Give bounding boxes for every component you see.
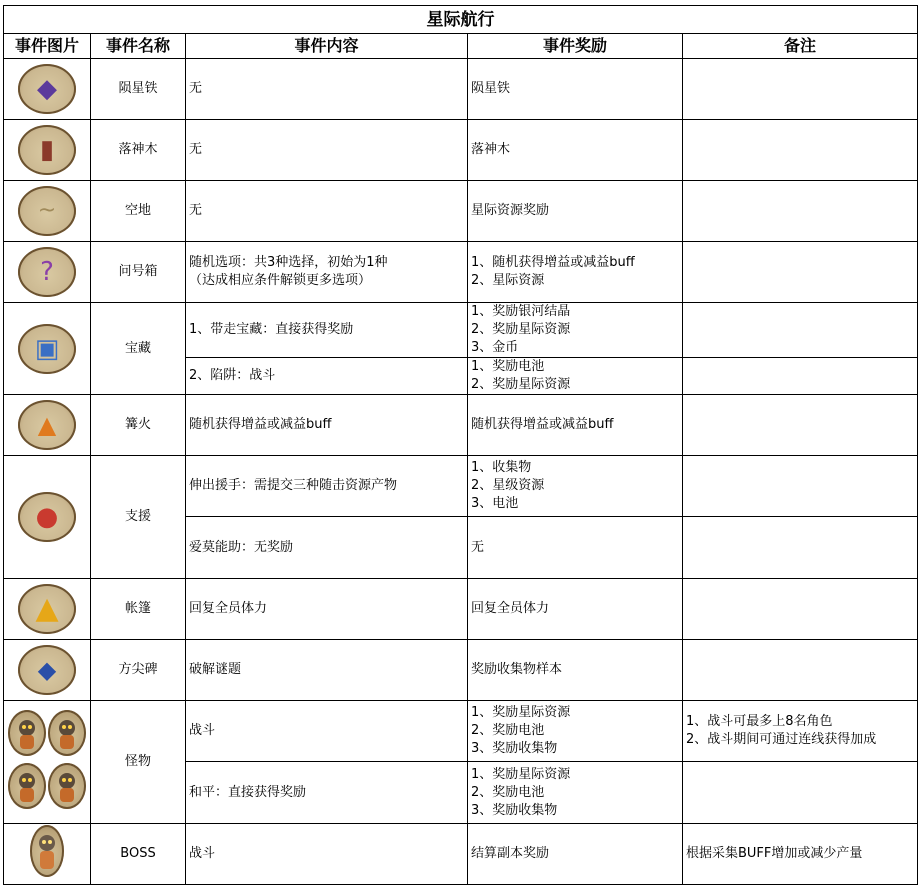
text-line: 根据采集BUFF增加或减少产量 (686, 846, 863, 861)
text-line: 3、奖励收集物 (471, 741, 558, 756)
text-line: 随机获得增益或减益buff (471, 417, 614, 432)
text-line: 无 (189, 203, 203, 218)
event-note (683, 762, 918, 824)
text-line: 回复全员体力 (471, 601, 550, 616)
text-line: 1、奖励星际资源 (471, 705, 571, 720)
tent-icon: ▲ (18, 584, 76, 634)
event-name: 方尖碑 (91, 640, 186, 701)
monster-icon (8, 710, 46, 756)
empty-land-icon: ~ (18, 186, 76, 236)
header-row (4, 34, 918, 59)
event-reward (468, 640, 683, 701)
event-note (683, 59, 918, 120)
header-content: 事件内容 (186, 34, 468, 59)
text-line: 1、奖励电池 (471, 359, 545, 374)
event-reward (468, 395, 683, 456)
event-image-cell (4, 59, 91, 120)
event-content (186, 762, 468, 824)
header-reward: 事件奖励 (468, 34, 683, 59)
text-line: 1、随机获得增益或减益buff (471, 255, 635, 270)
event-reward (468, 59, 683, 120)
text-line: 1、奖励银河结晶 (471, 304, 571, 319)
event-note (683, 395, 918, 456)
event-image-cell (4, 120, 91, 181)
text-line: 伸出援手：需提交三种随击资源产物 (189, 478, 398, 493)
event-reward (468, 303, 683, 358)
event-image-cell (4, 701, 91, 824)
event-name: 怪物 (91, 701, 186, 824)
event-row (4, 120, 918, 181)
text-line: 落神木 (471, 142, 511, 157)
text-line: 战斗 (189, 723, 216, 738)
event-image-cell (4, 395, 91, 456)
event-reward (468, 181, 683, 242)
event-note (683, 242, 918, 303)
text-line: 随机获得增益或减益buff (189, 417, 332, 432)
meteor-iron-icon: ◆ (18, 64, 76, 114)
sheet-title: 星际航行 (4, 6, 918, 34)
event-row (4, 242, 918, 303)
event-note (683, 456, 918, 517)
event-name: 宝藏 (91, 303, 186, 395)
event-note (683, 181, 918, 242)
text-line: 和平：直接获得奖励 (189, 784, 307, 800)
text-line: 3、金币 (471, 340, 519, 355)
event-row (4, 579, 918, 640)
text-line: 3、奖励收集物 (471, 802, 558, 818)
event-note (683, 701, 918, 762)
header-image: 事件图片 (4, 34, 91, 59)
event-content (186, 456, 468, 517)
text-line: 2、奖励星际资源 (471, 377, 571, 392)
event-name: 问号箱 (91, 242, 186, 303)
header-name: 事件名称 (91, 34, 186, 59)
text-line: 陨星铁 (471, 81, 511, 96)
text-line: 随机选项：共3种选择，初始为1种 (189, 255, 388, 270)
text-line: 战斗 (189, 846, 216, 861)
text-line: 回复全员体力 (189, 601, 268, 616)
event-table (3, 5, 918, 885)
text-line: （达成相应条件解锁更多选项） (189, 273, 372, 288)
event-content (186, 517, 468, 579)
event-image-cell (4, 181, 91, 242)
text-line: 1、奖励星际资源 (471, 766, 571, 782)
campfire-icon: ▲ (18, 400, 76, 450)
event-reward (468, 701, 683, 762)
event-content (186, 120, 468, 181)
event-name: BOSS (91, 824, 186, 885)
text-line: 爱莫能助：无奖励 (189, 539, 294, 555)
text-line: 星际资源奖励 (471, 203, 550, 218)
event-note (683, 358, 918, 395)
text-line: 结算副本奖励 (471, 846, 550, 861)
event-name: 陨星铁 (91, 59, 186, 120)
text-line: 3、电池 (471, 496, 519, 511)
event-note (683, 579, 918, 640)
event-row (4, 701, 918, 762)
event-row (4, 456, 918, 517)
text-line: 奖励收集物样本 (471, 662, 563, 677)
text-line: 2、奖励电池 (471, 784, 545, 800)
event-row (4, 640, 918, 701)
text-line: 1、带走宝藏：直接获得奖励 (189, 322, 354, 337)
event-content (186, 181, 468, 242)
text-line: 无 (471, 539, 485, 555)
event-reward (468, 579, 683, 640)
question-box-icon: ? (18, 247, 76, 297)
event-reward (468, 242, 683, 303)
text-line: 2、星级资源 (471, 478, 545, 493)
text-line: 2、战斗期间可通过连线获得加成 (686, 732, 877, 747)
support-bag-icon: ● (18, 492, 76, 542)
event-row (4, 303, 918, 358)
event-name: 篝火 (91, 395, 186, 456)
event-reward (468, 824, 683, 885)
monster-icon (8, 763, 46, 809)
event-row (4, 395, 918, 456)
event-image-cell (4, 824, 91, 885)
event-content (186, 640, 468, 701)
event-reward (468, 358, 683, 395)
text-line: 无 (189, 142, 203, 157)
text-line: 无 (189, 81, 203, 96)
text-line: 1、战斗可最多上8名角色 (686, 714, 833, 729)
event-reward (468, 517, 683, 579)
text-line: 2、奖励电池 (471, 723, 545, 738)
event-content (186, 358, 468, 395)
event-reward (468, 762, 683, 824)
event-content (186, 59, 468, 120)
event-note (683, 640, 918, 701)
event-note (683, 303, 918, 358)
event-row (4, 59, 918, 120)
event-content (186, 824, 468, 885)
event-content (186, 701, 468, 762)
fallen-wood-icon: ▮ (18, 125, 76, 175)
event-note (683, 120, 918, 181)
event-note (683, 824, 918, 885)
event-content (186, 303, 468, 358)
header-note: 备注 (683, 34, 918, 59)
text-line: 破解谜题 (189, 662, 242, 677)
event-note (683, 517, 918, 579)
event-row (4, 824, 918, 885)
monster-icon (48, 763, 86, 809)
text-line: 1、收集物 (471, 460, 532, 475)
event-image-cell (4, 579, 91, 640)
event-content (186, 395, 468, 456)
event-name: 支援 (91, 456, 186, 579)
event-name: 空地 (91, 181, 186, 242)
monster-icon (48, 710, 86, 756)
text-line: 2、陷阱：战斗 (189, 368, 276, 383)
event-content (186, 242, 468, 303)
event-content (186, 579, 468, 640)
event-image-cell (4, 303, 91, 395)
event-row (4, 181, 918, 242)
text-line: 2、星际资源 (471, 273, 545, 288)
event-image-cell (4, 456, 91, 579)
text-line: 2、奖励星际资源 (471, 322, 571, 337)
event-name: 帐篷 (91, 579, 186, 640)
boss-icon (30, 825, 64, 877)
event-sheet (3, 5, 917, 885)
event-reward (468, 456, 683, 517)
event-image-cell (4, 242, 91, 303)
obelisk-icon: ◆ (18, 645, 76, 695)
treasure-chest-icon: ▣ (18, 324, 76, 374)
event-name: 落神木 (91, 120, 186, 181)
event-reward (468, 120, 683, 181)
event-image-cell (4, 640, 91, 701)
